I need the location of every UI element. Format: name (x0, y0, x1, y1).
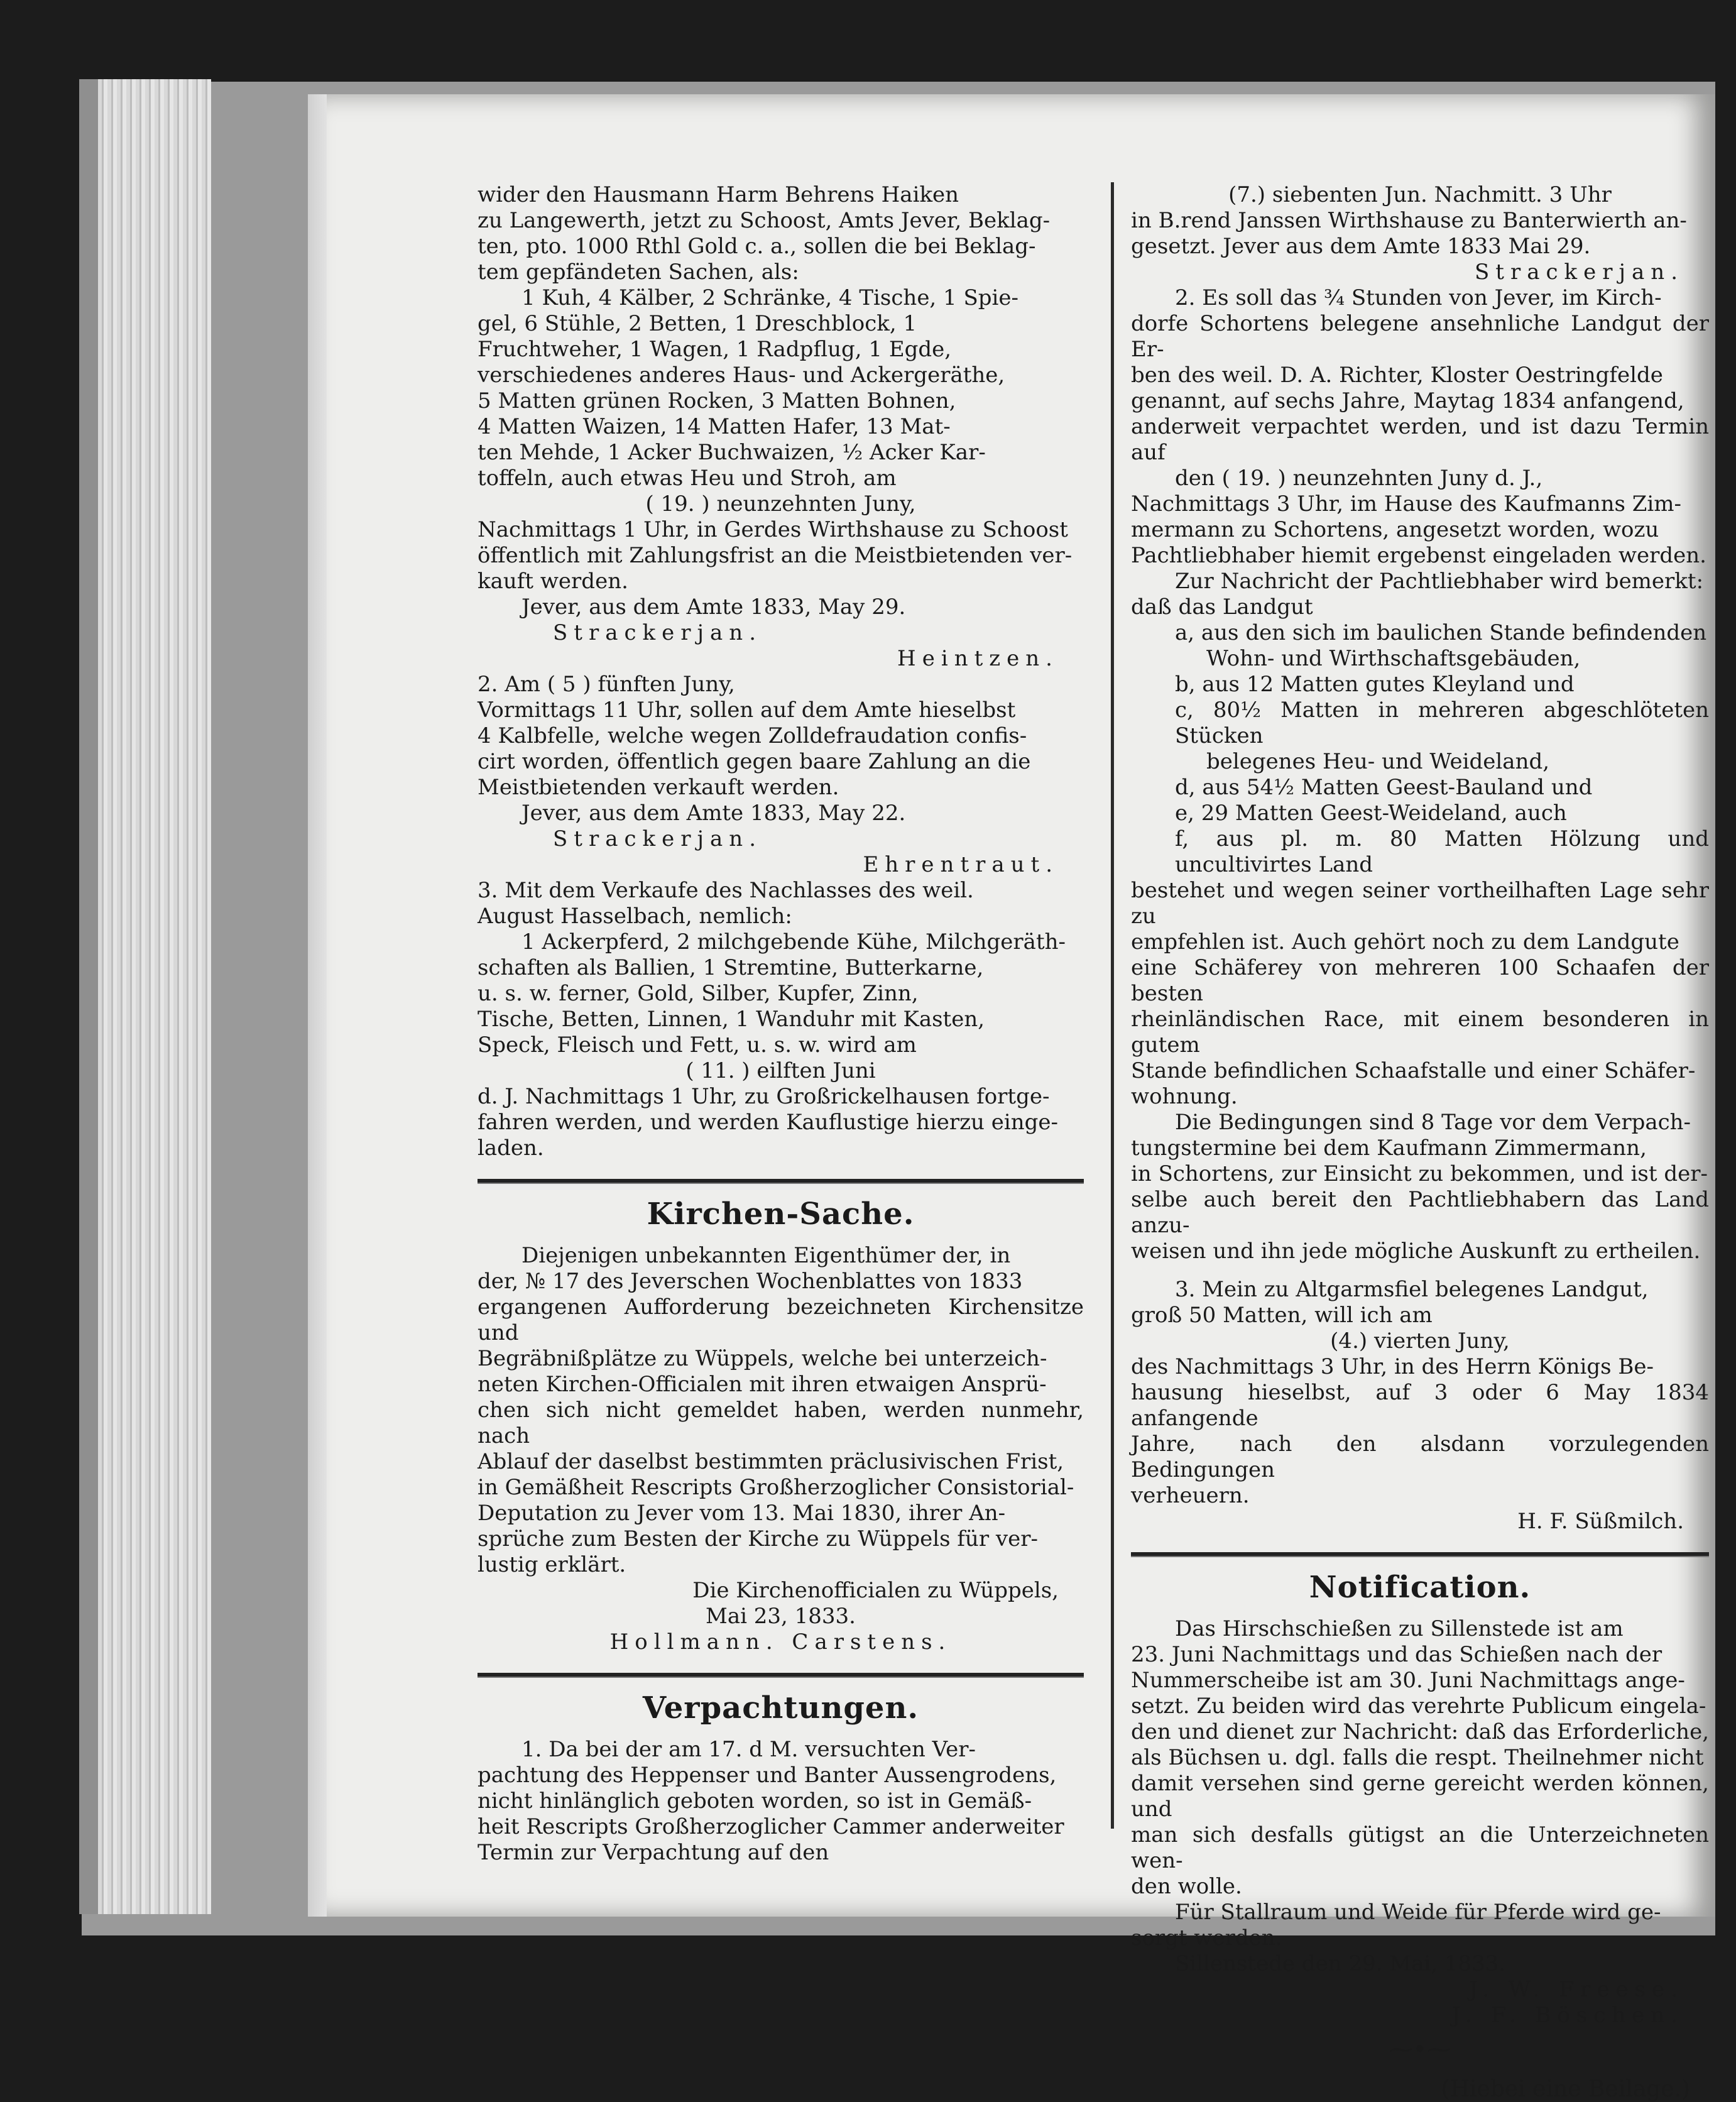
text-line: anderweit verpachtet werden, und ist dazu Termin auf (1131, 414, 1709, 465)
text-line: 5 Matten grünen Rocken, 3 Matten Bohnen, (478, 388, 956, 413)
list-item (1131, 749, 1709, 775)
list-marker: a, (1175, 620, 1195, 645)
notice-1 (478, 182, 1084, 672)
text-line: tungstermine bei dem Kaufmann Zimmermann, (1131, 1136, 1647, 1161)
list-item (1131, 826, 1709, 878)
text-line: Vormittags 11 Uhr, sollen auf dem Amte hieselbst (478, 698, 1016, 723)
date-line: den ( 19. ) neunzehnten Juny d. J., (1175, 466, 1543, 491)
text-line: 2. Es soll das ¾ Stunden von Jever, im Kirch- (1175, 285, 1662, 310)
text-line: setzt. Zu beiden wird das verehrte Publicum eingela- (1131, 1694, 1706, 1719)
text-line: als Büchsen u. dgl. falls die respt. Theilnehmer nicht (1131, 1745, 1704, 1770)
text-line: fahren werden, und werden Kauflustige hierzu einge- (478, 1110, 1058, 1135)
text-line: mermann zu Schortens, angesetzt worden, wozu (1131, 517, 1659, 542)
date-line: ( 19. ) neunzehnten Juny, (645, 491, 916, 517)
signature: Hollmann. Carstens. (609, 1629, 952, 1655)
book-page-stack (79, 79, 211, 1914)
text-line: Ablauf der daselbst bestimmten präclusivischen Frist, (478, 1449, 1064, 1474)
text-line: in Schortens, zur Einsicht zu bekommen, und ist der- (1131, 1161, 1708, 1186)
text-line: pachtung des Heppenser und Banter Aussengrodens, (478, 1763, 1057, 1788)
list-text: aus 12 Matten gutes Kleyland und (1202, 672, 1575, 697)
signature: Die Kirchenofficialen zu Wüppels, (692, 1578, 1059, 1603)
list-text: aus pl. m. 80 Matten Hölzung und uncultivirtes Land (1175, 826, 1709, 877)
section-title-notification: Notification. (1309, 1570, 1531, 1605)
text-line: ten Mehde, 1 Acker Buchwaizen, ½ Acker Kar- (478, 440, 986, 465)
text-line: Nachmittags 3 Uhr, im Hause des Kaufmanns Zim- (1131, 491, 1682, 517)
text-line: lustig erklärt. (478, 1552, 626, 1577)
text-line: verschiedenes anderes Haus- und Ackergeräthe, (478, 363, 1005, 388)
text-line: Jahre, nach den alsdann vorzulegenden Bedingungen (1131, 1431, 1709, 1482)
text-line: selbe auch bereit den Pachtliebhabern das Land anzu- (1131, 1187, 1709, 1238)
text-line: den und dienet zur Nachricht: daß das Erforderliche, (1131, 1719, 1710, 1744)
text-line: 2. Am ( 5 ) fünften Juny, (478, 672, 735, 697)
notice-verpachtung-1 (478, 1737, 1084, 1866)
text-line: empfehlen ist. Auch gehört noch zu dem Landgute (1131, 929, 1679, 955)
list-item (1131, 646, 1709, 672)
list-item (1131, 801, 1709, 826)
text-line: bestehet und wegen seiner vortheilhaften Lage sehr zu (1131, 878, 1709, 929)
notice-continued (1131, 182, 1709, 285)
text-line: wohnung. (1131, 1084, 1238, 1109)
text-line: verheuern. (1131, 1483, 1250, 1508)
date-line: (7.) siebenten Jun. Nachmitt. 3 Uhr (1228, 182, 1612, 207)
section-rule (1131, 1552, 1709, 1557)
signature: Ehrentraut. (863, 852, 1059, 877)
text-line: nicht hinlänglich geboten worden, so ist in Gemäß- (478, 1788, 1032, 1814)
list-marker: b, (1175, 672, 1196, 697)
notice-verpachtung-3 (1131, 1277, 1709, 1535)
ornament-flourish: ⁓•⁓ (1389, 2035, 1451, 2063)
place-date: Jever, aus dem Amte 1833, May 22. (521, 801, 906, 826)
signature: Strackerjan. (553, 620, 763, 645)
text-line: Das Hirschschießen zu Sillenstede ist am (1175, 1616, 1624, 1641)
place-date: Mai 23, 1833. (706, 1604, 856, 1629)
text-line: Diejenigen unbekannten Eigenthümer der, in (521, 1243, 1011, 1268)
text-line: Die Bedingungen sind 8 Tage vor dem Verpach- (1175, 1110, 1691, 1135)
list-text: aus 54½ Matten Geest-Bauland und (1202, 775, 1593, 800)
text-line: der, № 17 des Jeverschen Wochenblattes von 1833 (478, 1269, 1023, 1294)
notice-kirchen (478, 1243, 1084, 1655)
text-line: den wolle. (1131, 1874, 1242, 1899)
text-line: kauft werden. (478, 569, 628, 594)
list-marker: e, (1175, 801, 1194, 826)
text-line: genannt, auf sechs Jahre, Maytag 1834 anfangend, (1131, 388, 1684, 413)
place-date: Jever, aus dem Amte 1833, May 29. (521, 594, 906, 620)
signature: Strackerjan. (1474, 260, 1684, 285)
text-line: öffentlich mit Zahlungsfrist an die Meistbietenden ver- (478, 543, 1073, 568)
text-line: Für Stallraum und Weide für Pferde wird ge- (1175, 1900, 1661, 1925)
text-line: u. s. w. ferner, Gold, Silber, Kupfer, Zinn, (478, 981, 919, 1006)
text-line: des Nachmittags 3 Uhr, in des Herrn Königs Be- (1131, 1354, 1654, 1379)
text-line: 1. Da bei der am 17. d M. versuchten Ver- (521, 1737, 976, 1762)
signature: J. F. Böschen. (1451, 2003, 1684, 2028)
land-item-list (1131, 620, 1709, 878)
text-line: laden. (478, 1136, 544, 1161)
text-line: damit versehen sind gerne gereicht werden können, und (1131, 1771, 1709, 1822)
text-line: schaften als Ballien, 1 Stremtine, Butterkarne, (478, 955, 984, 980)
text-line: Speck, Fleisch und Fett, u. s. w. wird am (478, 1032, 917, 1058)
text-line: Pachtliebhaber hiemit ergebenst eingeladen werden. (1131, 543, 1706, 568)
date-line: (4.) vierten Juny, (1330, 1328, 1510, 1354)
text-line: dorfe Schortens belegene ansehnliche Landgut der Er- (1131, 311, 1709, 362)
text-line: in Gemäßheit Rescripts Großherzoglicher Consistorial- (478, 1475, 1074, 1500)
list-item (1131, 698, 1709, 749)
text-line: d. J. Nachmittags 1 Uhr, zu Großrickelhausen fortge- (478, 1084, 1050, 1109)
text-line: gesetzt. Jever aus dem Amte 1833 Mai 29. (1131, 234, 1591, 259)
text-line: rheinländischen Race, mit einem besonderen in gutem (1131, 1007, 1709, 1058)
signature: J. W. Freese. (1469, 1977, 1684, 2002)
signature: H. F. Süßmilch. (1517, 1509, 1684, 1534)
list-item (1131, 775, 1709, 801)
left-column (478, 182, 1084, 1866)
signature: Strackerjan. (553, 826, 763, 851)
text-line: sprüche zum Besten der Kirche zu Wüppels für ver- (478, 1526, 1038, 1552)
text-line: daß das Landgut (1131, 594, 1313, 620)
text-line: in B.rend Janssen Wirthshause zu Banterwierth an- (1131, 208, 1687, 233)
list-item (1131, 620, 1709, 646)
list-text: 80½ Matten in mehreren abgeschlöteten Stücken (1175, 698, 1710, 748)
list-item (1131, 672, 1709, 698)
place-date: Sillenstede den 29. Mai, 1833. (1175, 1951, 1506, 1976)
text-line: weisen und ihn jede mögliche Auskunft zu ertheilen. (1131, 1239, 1701, 1264)
text-line: wider den Hausmann Harm Behrens Haiken (478, 182, 959, 207)
text-line: Stande befindlichen Schaafstalle und einer Schäfer- (1131, 1058, 1696, 1083)
list-text: aus den sich im baulichen Stande befindenden (1201, 620, 1707, 645)
notice-verpachtung-2 (1131, 285, 1709, 1264)
text-line: gel, 6 Stühle, 2 Betten, 1 Dreschblock, 1 (478, 311, 917, 336)
text-line: man sich desfalls gütigst an die Unterzeichneten wen- (1131, 1822, 1709, 1873)
notice-2 (478, 672, 1084, 878)
text-line: cirt worden, öffentlich gegen baare Zahlung an die (478, 749, 1031, 774)
signature: Heintzen. (897, 646, 1059, 671)
list-marker: f, (1175, 826, 1189, 851)
notice-notification (1131, 1616, 1709, 2028)
text-line: heit Rescripts Großherzoglicher Cammer anderweiter (478, 1814, 1064, 1839)
text-line: Meistbietenden verkauft werden. (478, 775, 839, 800)
text-line: zu Langewerth, jetzt zu Schoost, Amts Jever, Beklag- (478, 208, 1051, 233)
text-line: Deputation zu Jever vom 13. Mai 1830, ihrer An- (478, 1501, 1006, 1526)
text-line: groß 50 Matten, will ich am (1131, 1303, 1433, 1328)
text-line: sorgt werden. (1131, 1925, 1282, 1951)
text-line: 4 Kalbfelle, welche wegen Zolldefraudation confis- (478, 723, 1027, 748)
text-line: toffeln, auch etwas Heu und Stroh, am (478, 466, 897, 491)
text-line: Nummerscheibe ist am 30. Juni Nachmittags ange- (1131, 1668, 1685, 1693)
text-line: Nachmittags 1 Uhr, in Gerdes Wirthshause zu Schoost (478, 517, 1068, 542)
text-line: Begräbnißplätze zu Wüppels, welche bei unterzeich- (478, 1346, 1047, 1371)
text-line: chen sich nicht gemeldet haben, werden nunmehr, nach (478, 1398, 1084, 1448)
section-title-verpachtungen: Verpachtungen. (642, 1690, 919, 1726)
list-marker: c, (1175, 698, 1194, 723)
text-line: August Hasselbach, nemlich: (478, 904, 792, 929)
text-line: Zur Nachricht der Pachtliebhaber wird bemerkt: (1175, 569, 1704, 594)
text-line: Fruchtweher, 1 Wagen, 1 Radpflug, 1 Egde, (478, 337, 952, 362)
supplement-note: (Hiebei eine Beilage.) (1441, 2076, 1690, 2102)
text-line: Termin zur Verpachtung auf den (478, 1840, 829, 1865)
section-rule (478, 1673, 1084, 1678)
date-line: ( 11. ) eilften Juni (685, 1058, 876, 1083)
list-text: belegenes Heu- und Weideland, (1206, 749, 1550, 774)
right-column (1131, 182, 1709, 2102)
list-marker: d, (1175, 775, 1196, 800)
text-line: Tische, Betten, Linnen, 1 Wanduhr mit Kasten, (478, 1007, 985, 1032)
text-line: tem gepfändeten Sachen, als: (478, 260, 799, 285)
list-text: 29 Matten Geest-Weideland, auch (1201, 801, 1567, 826)
text-line: ten, pto. 1000 Rthl Gold c. a., sollen die bei Beklag- (478, 234, 1036, 259)
text-line: eine Schäferey von mehreren 100 Schaafen der besten (1131, 955, 1709, 1006)
text-line: 3. Mit dem Verkaufe des Nachlasses des weil. (478, 878, 974, 903)
text-line: 4 Matten Waizen, 14 Matten Hafer, 13 Mat- (478, 414, 951, 439)
section-title-kirchen: Kirchen-Sache. (647, 1196, 915, 1232)
column-divider (1111, 182, 1114, 1829)
notice-3 (478, 878, 1084, 1161)
text-line: 23. Juni Nachmittags und das Schießen nach der (1131, 1642, 1662, 1667)
text-line: 3. Mein zu Altgarmsfiel belegenes Landgut, (1175, 1277, 1649, 1302)
text-line: ergangenen Aufforderung bezeichneten Kirchensitze und (478, 1295, 1084, 1345)
text-line: ben des weil. D. A. Richter, Kloster Oestringfelde (1131, 363, 1663, 388)
list-text: Wohn- und Wirthschaftsgebäuden, (1206, 646, 1581, 671)
text-line: hausung hieselbst, auf 3 oder 6 May 1834 anfangende (1131, 1380, 1709, 1431)
text-line: 1 Ackerpferd, 2 milchgebende Kühe, Milchgeräth- (521, 929, 1066, 955)
text-line: 1 Kuh, 4 Kälber, 2 Schränke, 4 Tische, 1 Spie- (521, 285, 1019, 310)
text-line: neten Kirchen-Officialen mit ihren etwaigen Ansprü- (478, 1372, 1047, 1397)
section-rule (478, 1179, 1084, 1184)
